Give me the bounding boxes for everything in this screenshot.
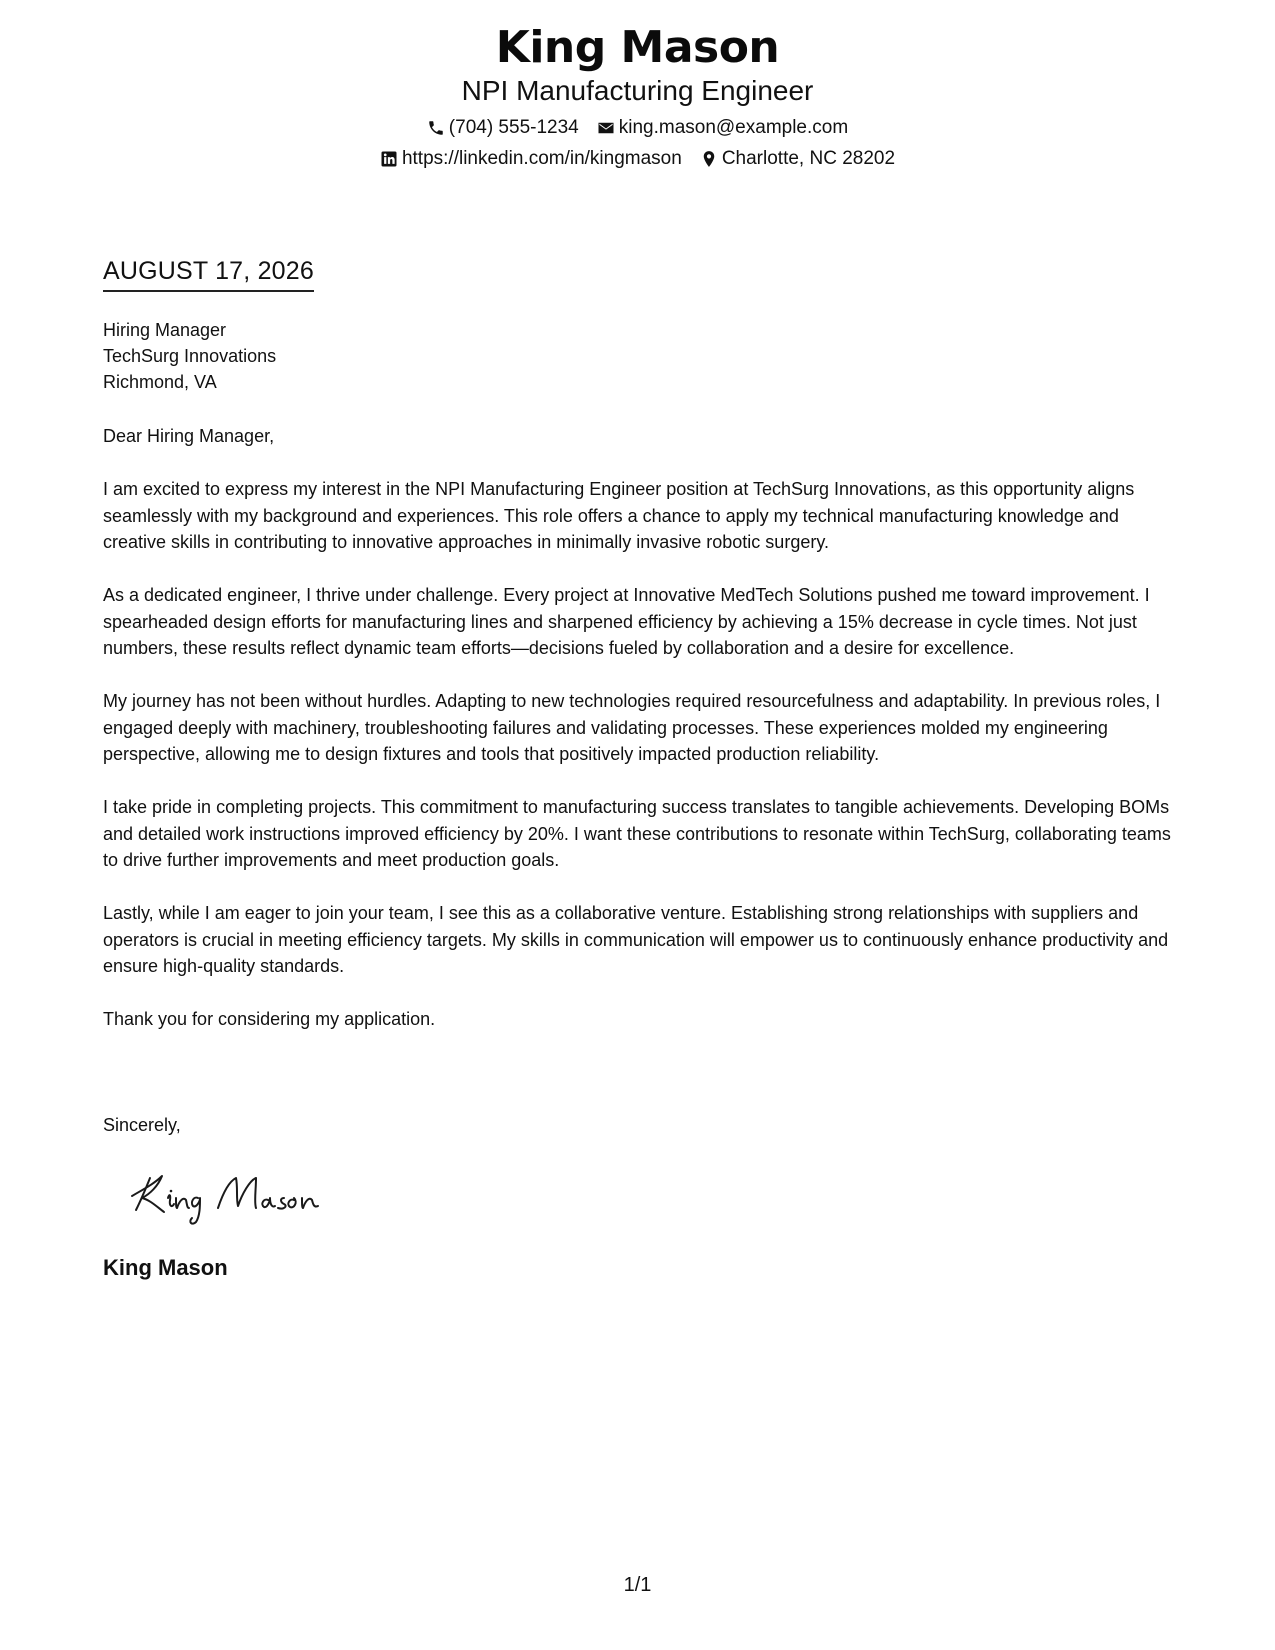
map-marker-icon	[700, 150, 718, 168]
contact-phone	[427, 116, 579, 140]
body-paragraph: My journey has not been without hurdles. Adapting to new technologies required resourcefulness and adaptability. In previous roles, I engaged deeply with machinery, troubleshooting failures and validating processes. These experiences molded my engineering perspective, allowing me to design fixtures and tools that positively impacted production reliability.	[103, 691, 1161, 764]
signer-name: King Mason	[103, 1255, 228, 1280]
recipient-name: Hiring Manager	[103, 320, 227, 340]
applicant-name: King Mason	[495, 22, 780, 73]
body-paragraph: I am excited to express my interest in the NPI Manufacturing Engineer position at TechSurg Innovations, as this opportunity aligns seamlessly with my background and experiences. This role offers a chance to apply my technical manufacturing knowledge and creative skills in contributing to innovative approaches in minimally invasive robotic surgery.	[103, 479, 1135, 552]
closing: Sincerely,	[103, 1115, 181, 1135]
body-paragraph: I take pride in completing projects. This commitment to manufacturing success translates to tangible achievements. Developing BOMs and detailed work instructions improved efficiency by 20%. I want these contributions to resonate within TechSurg, collaborating teams to drive further improvements and meet production goals.	[103, 797, 1171, 870]
page-number: 1/1	[623, 1574, 652, 1596]
contact-linkedin	[380, 147, 682, 171]
phone-number: (704) 555-1234	[448, 117, 579, 138]
recipient-company: TechSurg Innovations	[103, 346, 277, 366]
location-text: Charlotte, NC 28202	[721, 148, 896, 169]
body-paragraph: Lastly, while I am eager to join your team, I see this as a collaborative venture. Establishing strong relationships with suppliers and operators is crucial in meeting efficiency targets. My skills in communication will empower us to continuously enhance productivity and ensure high-quality standards.	[103, 903, 1169, 976]
recipient-location: Richmond, VA	[103, 372, 217, 392]
applicant-title: NPI Manufacturing Engineer	[461, 75, 814, 106]
phone-icon	[427, 119, 445, 137]
handwritten-signature	[128, 1160, 348, 1230]
date-block	[103, 256, 314, 292]
linkedin-url: https://linkedin.com/in/kingmason	[401, 148, 682, 169]
contact-email	[597, 116, 848, 140]
salutation: Dear Hiring Manager,	[103, 426, 275, 446]
linkedin-icon	[380, 150, 398, 168]
contact-location	[700, 147, 895, 171]
contact-row-secondary	[0, 147, 1275, 171]
email-address: king.mason@example.com	[618, 117, 849, 138]
letter-date: AUGUST 17, 2026	[103, 256, 314, 292]
letter-body	[103, 423, 1183, 1059]
letter-header	[0, 22, 1275, 171]
recipient-block	[103, 317, 276, 395]
body-paragraph: As a dedicated engineer, I thrive under challenge. Every project at Innovative MedTech Solutions pushed me toward improvement. I spearheaded design efforts for manufacturing lines and sharpened efficiency by achieving a 15% decrease in cycle times. Not just numbers, these results reflect dynamic team efforts—decisions fueled by collaboration and a desire for excellence.	[103, 585, 1150, 658]
contact-row-primary	[0, 116, 1275, 140]
envelope-icon	[597, 119, 615, 137]
body-paragraph: Thank you for considering my application.	[103, 1009, 436, 1029]
